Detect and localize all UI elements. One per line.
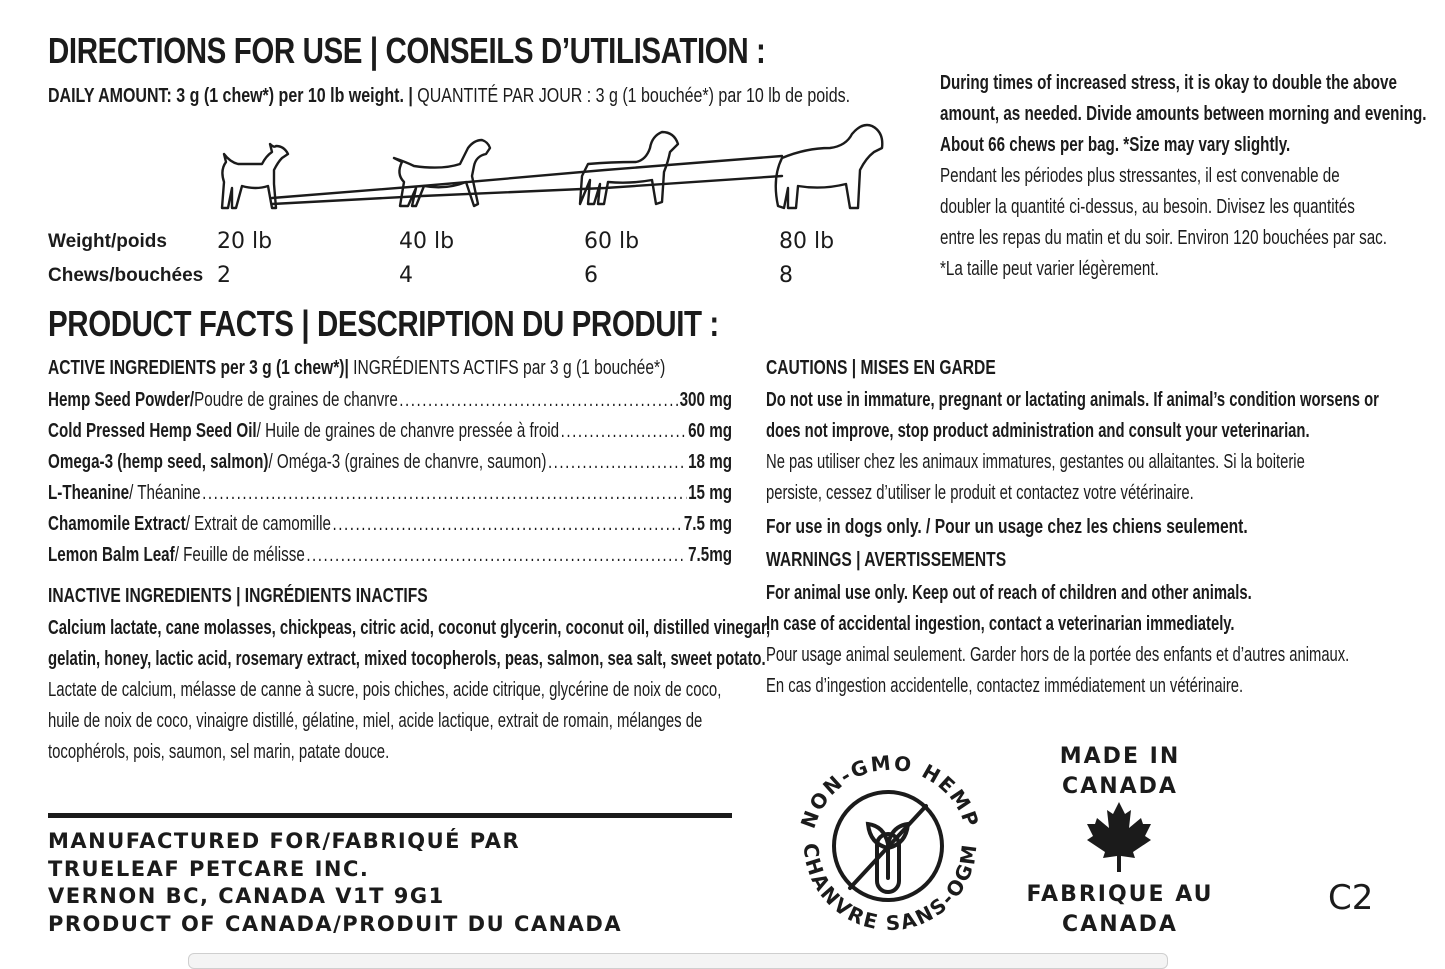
stress-fr-line: Pendant les périodes plus stressantes, il est convenable de: [940, 165, 1340, 187]
ingredient-fr: / Huile de graines de chanvre pressée à froid: [256, 420, 560, 442]
caution-en-line: does not improve, stop product administration and consult your veterinarian.: [766, 420, 1310, 442]
fabrique-line: FABRIQUE AU: [1026, 882, 1214, 907]
active-fr: par 3 g (1 bouchée*): [518, 357, 666, 379]
ingredient-fr: / Extrait de camomille: [185, 513, 331, 535]
ingredient-amount: 7.5 mg: [683, 513, 732, 535]
chews-20: 2: [217, 263, 231, 288]
chews-40: 4: [399, 263, 413, 288]
dot-leader: [399, 389, 678, 412]
bottom-scrollbar[interactable]: [188, 953, 1168, 969]
ingredient-fr: / Feuille de mélisse: [174, 544, 305, 566]
daily-label: DAILY AMOUNT:: [48, 85, 172, 107]
stress-fr-line: *La taille peut varier légèrement.: [940, 258, 1159, 280]
chews-label: Chews/bouchées: [48, 265, 204, 286]
directions-title: DIRECTIONS FOR USE | CONSEILS D’UTILISATION :: [48, 30, 766, 71]
ingredient-en: L-Theanine: [48, 482, 130, 504]
dogs-only: For use in dogs only. / Pour un usage chez les chiens seulement.: [766, 516, 1248, 538]
sprout-test-tube-icon: [834, 792, 942, 900]
dot-leader: [333, 513, 683, 536]
warnings-title: WARNINGS | AVERTISSEMENTS: [766, 549, 1007, 571]
ingredient-en: Lemon Balm Leaf: [48, 544, 175, 566]
active-ingredients-header: [48, 357, 665, 380]
active-en: per 3 g (1 chew*)|: [216, 357, 354, 379]
caution-fr-line: Ne pas utiliser chez les animaux immatures, gestantes ou allaitantes. Si la boiterie: [766, 451, 1305, 473]
inactive-en-line: gelatin, honey, lactic acid, rosemary extract, mixed tocopherols, peas, salmon, sea salt, sweet potato.: [48, 648, 766, 670]
chews-60: 6: [584, 263, 598, 288]
cautions-title: CAUTIONS | MISES EN GARDE: [766, 357, 996, 379]
daily-fr: QUANTITÉ PAR JOUR : 3 g (1 bouchée*) par 10 lb de poids.: [417, 85, 851, 107]
ingredient-row: [48, 544, 732, 575]
active-ingredients-list: [48, 389, 732, 575]
ingredient-fr: / Théanine: [129, 482, 201, 504]
made-in-line: CANADA: [1062, 774, 1178, 799]
divider-line: [48, 813, 732, 818]
chews-80: 8: [779, 263, 793, 288]
ingredient-en: Hemp Seed Powder/: [48, 389, 195, 411]
stress-en-line: amount, as needed. Divide amounts between morning and evening.: [940, 103, 1427, 125]
maple-leaf-icon: [1085, 800, 1153, 874]
manufacturer-line: PRODUCT OF CANADA/PRODUIT DU CANADA: [48, 911, 623, 936]
ingredient-row: [48, 513, 732, 544]
inactive-title: INACTIVE INGREDIENTS | INGRÉDIENTS INACTIFS: [48, 585, 428, 607]
product-facts-title: PRODUCT FACTS | DESCRIPTION DU PRODUIT :: [48, 303, 719, 344]
fabrique-au-canada: [1010, 880, 1230, 940]
ingredient-amount: 300 mg: [679, 389, 732, 411]
warning-en-line: For animal use only. Keep out of reach of children and other animals.: [766, 582, 1252, 604]
ingredient-row: [48, 389, 732, 420]
ingredient-en: Cold Pressed Hemp Seed Oil: [48, 420, 257, 442]
caution-fr-line: persiste, cessez d’utiliser le produit et contactez votre vétérinaire.: [766, 482, 1194, 504]
dog-80lb-icon: [776, 125, 883, 208]
made-in-canada: [1020, 742, 1220, 802]
weight-40: 40 lb: [399, 229, 455, 254]
dot-leader: [306, 544, 686, 567]
weight-60: 60 lb: [584, 229, 640, 254]
manufacturer-line: MANUFACTURED FOR/FABRIQUÉ PAR: [48, 829, 521, 853]
warning-fr-line: Pour usage animal seulement. Garder hors de la portée des enfants et d’autres animaux.: [766, 644, 1350, 666]
weight-label: Weight/poids: [48, 231, 167, 252]
warning-en-line: In case of accidental ingestion, contact a veterinarian immediately.: [766, 613, 1235, 635]
growth-line-bottom: [272, 176, 782, 204]
weight-80: 80 lb: [779, 229, 835, 254]
ingredient-amount: 60 mg: [688, 420, 732, 442]
manufacturer-line: TRUELEAF PETCARE INC.: [48, 856, 370, 881]
stress-fr-line: entre les repas du matin et du soir. Environ 120 bouchées par sac.: [940, 227, 1387, 249]
stress-fr-line: doubler la quantité ci-dessus, au besoin. Divisez les quantités: [940, 196, 1355, 218]
ingredient-fr: Poudre de graines de chanvre: [194, 389, 398, 411]
ingredient-row: [48, 482, 732, 513]
dot-leader: [202, 482, 686, 505]
fabrique-line: CANADA: [1062, 912, 1178, 937]
weight-20: 20 lb: [217, 229, 273, 254]
caution-en-line: Do not use in immature, pregnant or lactating animals. If animal’s condition worsens or: [766, 389, 1379, 411]
active-fr-label: INGRÉDIENTS ACTIFS: [353, 357, 519, 379]
inactive-en-line: Calcium lactate, cane molasses, chickpeas, citric acid, coconut glycerin, coconut oil, distilled vinegar,: [48, 617, 771, 639]
ingredient-amount: 7.5mg: [688, 544, 732, 566]
ingredient-en: Chamomile Extract: [48, 513, 186, 535]
cautions-block: [766, 389, 1445, 706]
non-gmo-badge: [790, 748, 990, 948]
inactive-fr-line: Lactate de calcium, mélasse de canne à sucre, pois chiches, acide citrique, glycérine de noix de coco,: [48, 679, 722, 701]
ingredient-amount: 18 mg: [688, 451, 732, 473]
ingredient-fr: / Oméga-3 (graines de chanvre, saumon): [268, 451, 547, 473]
dot-leader: [548, 451, 687, 474]
ingredient-row: [48, 420, 732, 451]
active-label: ACTIVE INGREDIENTS: [48, 357, 217, 379]
code-label: C2: [1328, 878, 1374, 918]
ingredient-row: [48, 451, 732, 482]
badge-top-text: NON-GMO HEMP: [795, 750, 985, 832]
stress-en-line: About 66 chews per bag. *Size may vary slightly.: [940, 134, 1291, 156]
warning-fr-line: En cas d’ingestion accidentelle, contactez immédiatement un vétérinaire.: [766, 675, 1244, 697]
stress-en-line: During times of increased stress, it is okay to double the above: [940, 72, 1397, 94]
manufacturer-line: VERNON BC, CANADA V1T 9G1: [48, 884, 445, 908]
daily-en: 3 g (1 chew*) per 10 lb weight. |: [171, 85, 418, 107]
manufacturer-block: [48, 828, 622, 938]
inactive-fr-line: huile de noix de coco, vinaigre distillé, gélatine, miel, acide lactique, extrait de romain, mélanges de: [48, 710, 703, 732]
ingredient-en: Omega-3 (hemp seed, salmon): [48, 451, 269, 473]
ingredient-amount: 15 mg: [688, 482, 732, 504]
stress-block: [940, 72, 1445, 289]
dog-size-illustration: [210, 118, 900, 218]
made-in-line: MADE IN: [1059, 744, 1181, 769]
dot-leader: [561, 420, 687, 443]
inactive-fr-line: tocophérols, pois, saumon, sel marin, patate douce.: [48, 741, 390, 763]
badge-bottom-text: CHANVRE SANS-OGM: [798, 841, 982, 936]
daily-amount: [48, 85, 850, 108]
